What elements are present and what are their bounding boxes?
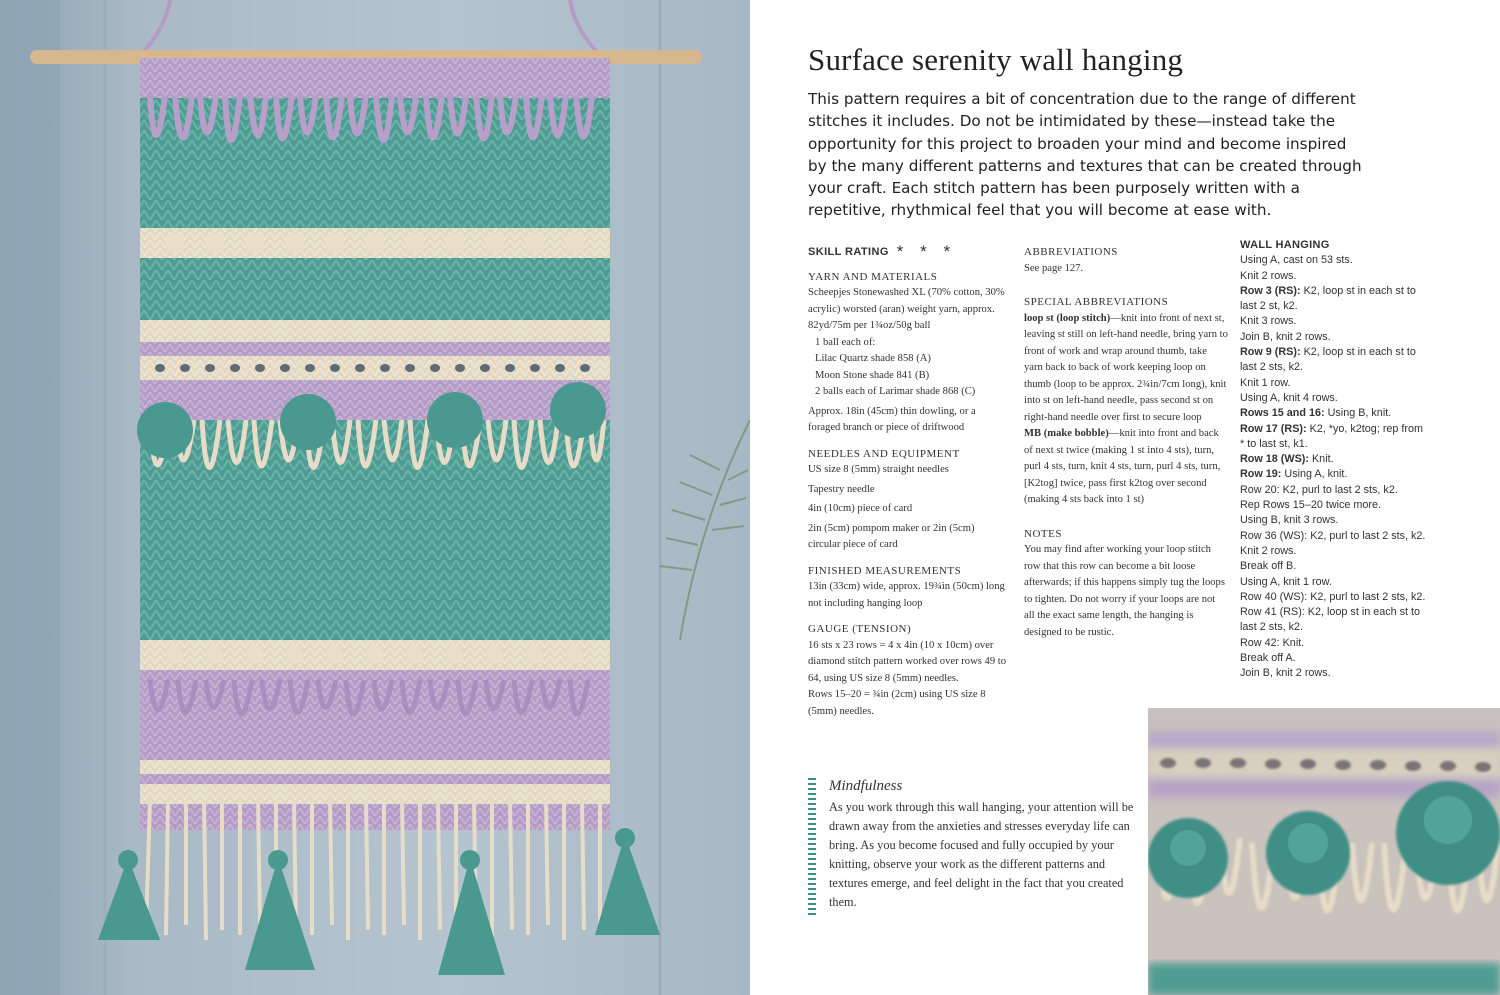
instruction-line — [1240, 406, 1450, 421]
instruction-line — [1240, 360, 1450, 375]
instruction-text: Using A, knit 4 rows. — [1240, 391, 1338, 404]
instruction-text: Using A, cast on 53 sts. — [1240, 254, 1353, 267]
instruction-line — [1240, 544, 1450, 559]
materials-column — [808, 244, 1008, 720]
instruction-line — [1240, 529, 1450, 544]
instruction-line — [1240, 376, 1450, 391]
yarn-line: 1 ball each of: — [815, 336, 876, 348]
instruction-line — [1240, 437, 1450, 452]
abbreviations-heading: ABBREVIATIONS — [1024, 246, 1118, 258]
skill-stars: * * * — [896, 242, 957, 261]
instruction-row-label: Row 9 (RS): — [1240, 346, 1301, 359]
instruction-text: last 2 sts, k2. — [1240, 621, 1304, 634]
instruction-text: Row 42: Knit. — [1240, 636, 1305, 649]
instruction-text: Join B, knit 2 rows. — [1240, 667, 1331, 680]
instruction-text: K2, *yo, k2tog; rep from — [1306, 422, 1424, 435]
instruction-line — [1240, 391, 1450, 406]
instruction-text: K2, loop st in each st to — [1300, 284, 1416, 297]
loop-stitch-definition — [1024, 311, 1228, 427]
instruction-row-label: Row 19: — [1240, 468, 1282, 481]
instruction-row-label: Row 18 (WS): — [1240, 453, 1309, 466]
instruction-text: Join B, knit 2 rows. — [1240, 330, 1331, 343]
instruction-text: * to last st, k1. — [1240, 437, 1308, 450]
instruction-line — [1240, 559, 1450, 574]
instruction-text: Knit. — [1308, 453, 1334, 466]
instruction-line — [1240, 284, 1450, 299]
instruction-line — [1240, 330, 1450, 345]
instruction-text: Row 20: K2, purl to last 2 sts, k2. — [1240, 483, 1398, 496]
notes-heading: NOTES — [1024, 527, 1062, 540]
instruction-list — [1240, 253, 1450, 681]
instruction-line — [1240, 314, 1450, 329]
skill-rating — [808, 244, 1008, 261]
instruction-line — [1240, 513, 1450, 528]
instruction-text: Row 41 (RS): K2, loop st in each st to — [1240, 606, 1421, 619]
loop-stitch-text: —knit into front of next st, leaving st still on left-hand needle, bring yarn to front of work and wrap around thumb, take yarn back to back of work keeping loop on thumb (loop to be approx. 2¾in/7cm long), knit into st on left-hand needle, pass second st on right-hand needle over first to secure loop — [1024, 312, 1228, 423]
instruction-line — [1240, 498, 1450, 513]
instruction-line — [1240, 636, 1450, 651]
yarn-extra: Approx. 18in (45cm) thin dowling, or a foraged branch or piece of driftwood — [808, 405, 976, 433]
instruction-text: Row 40 (WS): K2, purl to last 2 sts, k2. — [1240, 590, 1426, 603]
instruction-line — [1240, 422, 1450, 437]
instruction-text: Knit 3 rows. — [1240, 315, 1297, 328]
loop-stitch-term: loop st (loop stitch) — [1024, 312, 1111, 324]
instruction-line — [1240, 269, 1450, 284]
instruction-text: Using A, knit 1 row. — [1240, 575, 1332, 588]
yarn-text: Scheepjes Stonewashed XL (70% cotton, 30% acrylic) worsted (aran) weight yarn, approx. 82yd/75m per 1¾oz/50g ball — [808, 287, 1005, 331]
instruction-line — [1240, 575, 1450, 590]
yarn-line: Moon Stone shade 841 (B) — [815, 369, 930, 381]
skill-rating-label: SKILL RATING — [808, 246, 889, 258]
finished-text: 13in (33cm) wide, approx. 19¾in (50cm) long not including hanging loop — [808, 581, 1005, 609]
detail-photo-illustration — [1148, 708, 1500, 995]
detail-photo — [1148, 708, 1500, 995]
needles-item: US size 8 (5mm) straight needles — [808, 464, 949, 475]
yarn-line: Lilac Quartz shade 858 (A) — [815, 353, 931, 364]
instruction-text: Using A, knit. — [1281, 468, 1348, 481]
instruction-line — [1240, 299, 1450, 314]
wall-hanging-heading: WALL HANGING — [1240, 239, 1330, 251]
notes-text: You may find after working your loop stitch row that this row can become a bit loose afterwards; if this happens simply tug the loops to tighten. Do not worry if your loops are not all the exact same length, the hanging is designed to be rustic. — [1024, 544, 1225, 638]
instruction-row-label: Rows 15 and 16: — [1240, 407, 1325, 420]
instruction-line — [1240, 590, 1450, 605]
instruction-text: Knit 1 row. — [1240, 376, 1291, 389]
finished-heading: FINISHED MEASUREMENTS — [808, 564, 962, 577]
gauge-text: 16 sts x 23 rows = 4 x 4in (10 x 10cm) over diamond stitch pattern worked over rows 49 to 64, using US size 8 (5mm) needles. — [808, 639, 1007, 684]
make-bobble-term: MB (make bobble) — [1024, 428, 1109, 439]
mindfulness-text: As you work through this wall hanging, your attention will be drawn away from the anxieties and stresses everyday life can bring. As you become focused and fully occupied by your knitting, observe your work as the different patterns and textures emerge, and feel delight in the fact that you created them. — [829, 800, 1134, 909]
instruction-text: Using B, knit. — [1324, 407, 1392, 420]
instruction-line — [1240, 605, 1450, 620]
gauge-heading: GAUGE (TENSION) — [808, 623, 912, 635]
wall-hanging-instructions — [1240, 238, 1450, 682]
special-heading: SPECIAL ABBREVIATIONS — [1024, 296, 1169, 308]
needles-heading: NEEDLES AND EQUIPMENT — [808, 447, 960, 460]
make-bobble-definition — [1024, 426, 1228, 509]
mindfulness-stripe-decoration — [808, 778, 816, 918]
instruction-text: last 2 st, k2. — [1240, 300, 1298, 313]
instruction-text: Using B, knit 3 rows. — [1240, 514, 1339, 527]
instruction-row-label: Row 3 (RS): — [1240, 284, 1301, 297]
instruction-line — [1240, 666, 1450, 681]
instruction-text: Break off B. — [1240, 560, 1297, 573]
instruction-line — [1240, 467, 1450, 482]
instruction-line — [1240, 253, 1450, 268]
abbreviations-text: See page 127. — [1024, 262, 1084, 274]
needles-item: 2in (5cm) pompom maker or 2in (5cm) circular piece of card — [808, 522, 975, 550]
abbreviations-column — [1024, 244, 1228, 641]
instruction-text: Break off A. — [1240, 652, 1296, 665]
instruction-text: Knit 2 rows. — [1240, 544, 1297, 557]
instruction-text: Row 36 (WS): K2, purl to last 2 sts, k2. — [1240, 529, 1426, 542]
instruction-text: K2, loop st in each st to — [1300, 346, 1416, 359]
page-title: Surface serenity wall hanging — [808, 42, 1184, 77]
yarn-heading: YARN AND MATERIALS — [808, 270, 938, 283]
needles-item: Tapestry needle — [808, 483, 875, 495]
instruction-line — [1240, 620, 1450, 635]
instruction-line — [1240, 651, 1450, 666]
instruction-text: Knit 2 rows. — [1240, 269, 1297, 282]
intro-paragraph: This pattern requires a bit of concentration due to the range of different stitches it includes. Do not be intimidated by these—instead take the opportunity for this project to broaden your mind and become inspired by the many different patterns and textures that can be created through your craft. Each stitch pattern has been purposely written with a repetitive, rhythmical feel that you will become at ease with. — [808, 90, 1362, 220]
instruction-line — [1240, 345, 1450, 360]
gauge-text: Rows 15–20 = ¾in (2cm) using US size 8 (5mm) needles. — [808, 689, 986, 717]
needles-item: 4in (10cm) piece of card — [808, 503, 913, 514]
instruction-row-label: Row 17 (RS): — [1240, 422, 1307, 435]
instruction-text: last 2 sts, k2. — [1240, 361, 1304, 374]
yarn-line: 2 balls each of Larimar shade 868 (C) — [815, 386, 976, 397]
instruction-line — [1240, 483, 1450, 498]
mindfulness-title: Mindfulness — [829, 778, 903, 794]
instruction-line — [1240, 452, 1450, 467]
instruction-text: Rep Rows 15–20 twice more. — [1240, 499, 1382, 512]
make-bobble-text: —knit into front and back of next st twice (making 1 st into 4 sts), turn, purl 4 sts, turn, knit 4 sts, turn, purl 4 sts, turn, [K2tog] twice, pass first k2tog over second (making 4 sts back into 1 st) — [1024, 428, 1221, 505]
